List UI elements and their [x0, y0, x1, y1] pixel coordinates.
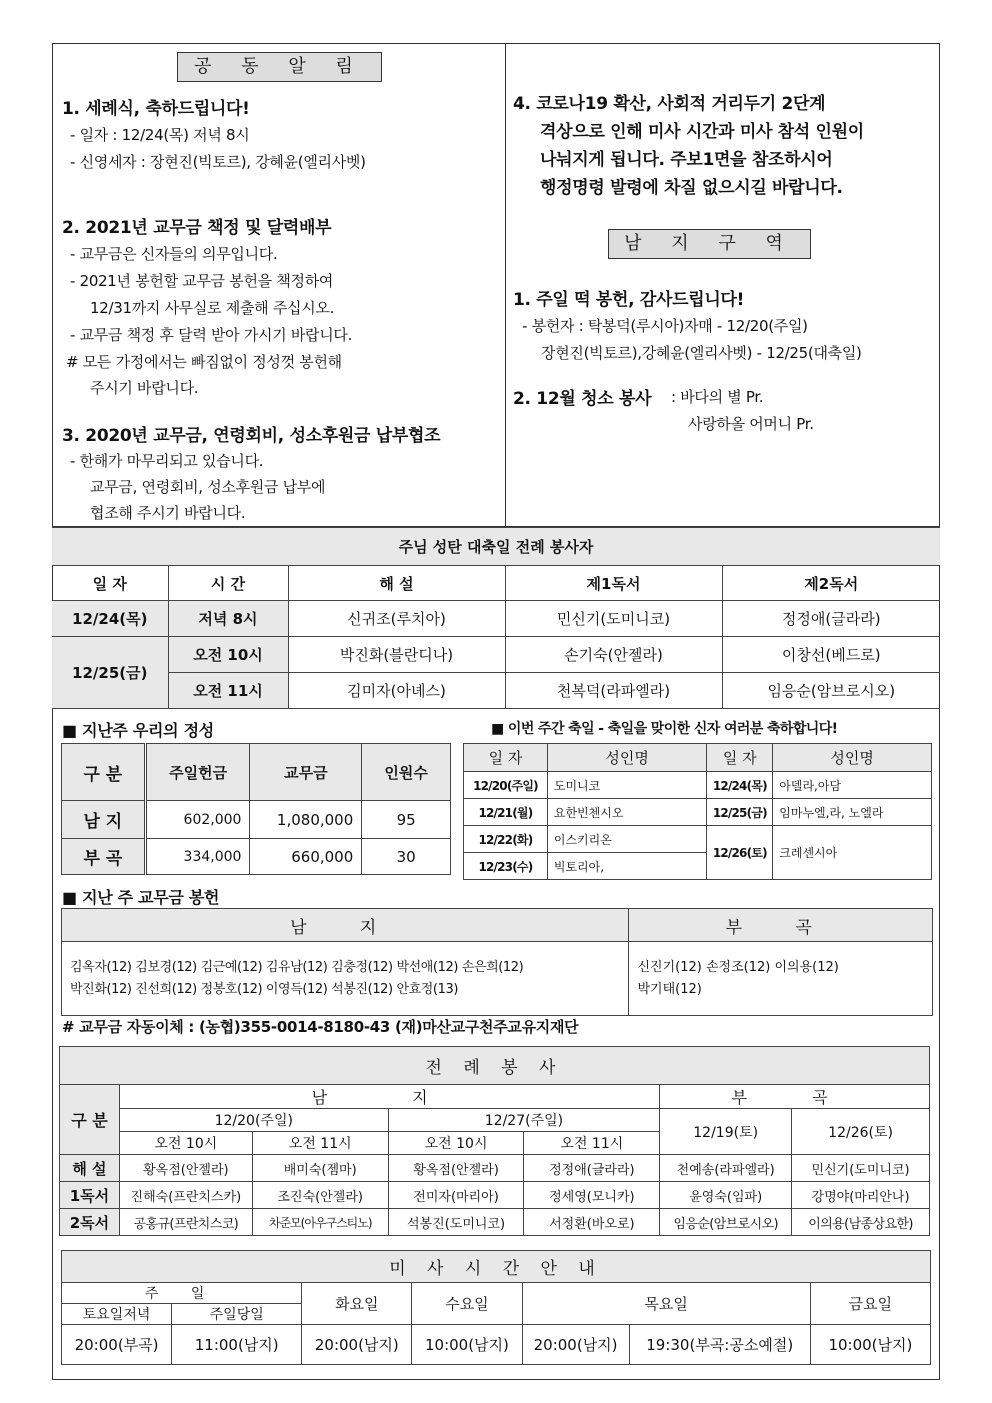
row-reader1: 손기숙(안젤라) — [505, 637, 722, 673]
row-date: 12/25(금) — [52, 637, 168, 709]
district-cleaning-1: : 바다의 별 Pr. — [671, 388, 764, 406]
feast-saint: 이스키리온 — [547, 826, 706, 853]
feast-saint: 빅토리아, — [547, 853, 706, 880]
table-row — [62, 801, 451, 839]
feast-saint: 임마누엘,라, 노엘라 — [773, 799, 932, 826]
notice-item-4-line: 4. 코로나19 확산, 사회적 거리두기 2단계 — [513, 94, 826, 114]
notice-item-2-heading: 2. 2021년 교무금 책정 및 달력배부 — [62, 218, 332, 238]
dues-bugok-cell — [629, 942, 933, 1016]
feast-saint: 아델라,아담 — [773, 772, 932, 799]
row-reader2: 임응순(암브로시오) — [722, 673, 940, 709]
service-time: 오전 11시 — [252, 1132, 388, 1155]
table-row — [464, 799, 932, 826]
mass-wednesday: 수요일 — [412, 1283, 522, 1325]
offering-row-sunday: 602,000 — [145, 801, 250, 839]
offering-table — [61, 743, 451, 875]
notice-item-4-line: 격상으로 인해 미사 시간과 미사 참석 인원이 — [540, 122, 864, 142]
autopay-info: # 교무금 자동이체 : (농협)355-0014-8180-43 (재)마산교구천주교유지재단 — [62, 1018, 579, 1036]
feast-date: 12/25(금) — [707, 799, 773, 826]
header-reading2: 제2독서 — [722, 566, 940, 601]
service-cell: 윤영숙(임파) — [660, 1182, 792, 1209]
row-commentator: 박진화(블란디나) — [288, 637, 505, 673]
service-cell: 차준모(아우구스티노) — [252, 1209, 388, 1236]
feast-date: 12/22(화) — [464, 826, 548, 853]
mass-sat-eve: 토요일저녁 — [62, 1304, 172, 1325]
feast-header-saint: 성인명 — [547, 744, 706, 772]
mass-time: 10:00(남지) — [810, 1325, 930, 1365]
service-row-label: 1독서 — [60, 1182, 120, 1209]
mass-time: 20:00(남지) — [302, 1325, 412, 1365]
row-time: 저녁 8시 — [168, 601, 288, 637]
service-cell: 석봉진(도미니코) — [388, 1209, 524, 1236]
district-heading-2: 2. 12월 청소 봉사 — [513, 389, 652, 409]
mass-time: 11:00(남지) — [172, 1325, 302, 1365]
notice-item-2-line: 주시기 바랍니다. — [90, 379, 199, 397]
service-cell: 정세영(모니카) — [524, 1182, 660, 1209]
dues-namji-line: 김옥자(12) 김보경(12) 김근예(12) 김유남(12) 김충정(12) 박선애(12) 손은희(12) — [70, 959, 524, 975]
notice-item-1-heading: 1. 세례식, 축하드립니다! — [62, 99, 250, 119]
service-cell: 천예송(라파엘라) — [660, 1155, 792, 1182]
table-row — [62, 1325, 931, 1365]
table-row — [464, 826, 932, 853]
row-reader2: 정정애(글라라) — [722, 601, 940, 637]
service-date: 12/26(토) — [792, 1109, 930, 1155]
service-cell: 서정환(바오로) — [524, 1209, 660, 1236]
service-cell: 황옥점(안젤라) — [119, 1155, 252, 1182]
notice-item-2-line: - 교무금은 신자들의 의무입니다. — [70, 245, 278, 263]
table-row — [52, 637, 940, 673]
service-time: 오전 11시 — [524, 1132, 660, 1155]
district-cleaning-2: 사랑하올 어머니 Pr. — [688, 415, 814, 433]
column-divider — [505, 43, 506, 526]
mass-schedule-table — [61, 1250, 931, 1365]
service-cell: 배미숙(젬마) — [252, 1155, 388, 1182]
dues-namji-line: 박진화(12) 진선희(12) 정봉호(12) 이영득(12) 석봉진(12) 안효정(13) — [70, 981, 459, 997]
offering-header-count: 인원수 — [362, 744, 451, 801]
service-category: 구 분 — [60, 1085, 120, 1155]
service-time: 오전 10시 — [388, 1132, 524, 1155]
row-commentator: 김미자(아녜스) — [288, 673, 505, 709]
mass-time: 20:00(부곡) — [62, 1325, 172, 1365]
notice-item-3-heading: 3. 2020년 교무금, 연령회비, 성소후원금 납부협조 — [62, 426, 441, 446]
header-commentary: 해 설 — [288, 566, 505, 601]
notice-item-2-line: # 모든 가정에서는 빠짐없이 정성껏 봉헌해 — [66, 353, 342, 371]
header-reading1: 제1독서 — [505, 566, 722, 601]
mass-time: 20:00(남지) — [522, 1325, 629, 1365]
row-reader1: 천복덕(라파엘라) — [505, 673, 722, 709]
service-namji: 남 지 — [119, 1085, 659, 1109]
row-reader1: 민신기(도미니코) — [505, 601, 722, 637]
dues-list-table — [61, 908, 933, 1016]
service-cell: 임응순(암브로시오) — [660, 1209, 792, 1236]
service-row-label: 2독서 — [60, 1209, 120, 1236]
header-time: 시 간 — [168, 566, 288, 601]
mass-time: 19:30(부곡:공소예절) — [629, 1325, 810, 1365]
table-row — [60, 1182, 930, 1209]
service-date: 12/27(주일) — [388, 1109, 660, 1132]
service-cell: 정정애(글라라) — [524, 1155, 660, 1182]
notice-item-3-line: 교무금, 연령회비, 성소후원금 납부에 — [90, 478, 326, 496]
row-commentator: 신귀조(루치아) — [288, 601, 505, 637]
district-title: 남 지 구 역 — [608, 229, 811, 259]
notice-item-1-line: - 신영세자 : 장현진(빅토르), 강혜윤(엘리사벳) — [70, 153, 366, 171]
notice-item-3-line: 협조해 주시기 바랍니다. — [90, 504, 246, 522]
header-date: 일 자 — [52, 566, 168, 601]
mass-sun-day: 주일당일 — [172, 1304, 302, 1325]
dues-list-title: ■ 지난 주 교무금 봉헌 — [62, 888, 220, 907]
christmas-liturgy-table — [52, 527, 940, 709]
offering-row-name: 남 지 — [62, 801, 146, 839]
service-cell: 강명야(마리안나) — [792, 1182, 930, 1209]
offering-row-count: 30 — [362, 839, 451, 875]
feast-date: 12/23(수) — [464, 853, 548, 880]
service-cell: 조진숙(안젤라) — [252, 1182, 388, 1209]
dues-namji-header: 남 지 — [62, 909, 629, 942]
table-row — [60, 1209, 930, 1236]
feast-header-date: 일 자 — [707, 744, 773, 772]
service-row-label: 해 설 — [60, 1155, 120, 1182]
table-row — [52, 601, 940, 637]
offering-row-sunday: 334,000 — [145, 839, 250, 875]
christmas-liturgy-title: 주님 성탄 대축일 전례 봉사자 — [52, 528, 940, 566]
dues-namji-cell — [62, 942, 629, 1016]
feast-date: 12/26(토) — [707, 826, 773, 880]
table-row — [52, 673, 940, 709]
service-cell: 황옥점(안젤라) — [388, 1155, 524, 1182]
district-heading-1: 1. 주일 떡 봉헌, 감사드립니다! — [513, 290, 745, 310]
dues-bugok-header: 부 곡 — [629, 909, 933, 942]
offering-row-name: 부 곡 — [62, 839, 146, 875]
notice-item-4-line: 나눠지게 됩니다. 주보1면을 참조하시어 — [540, 150, 833, 170]
mass-tuesday: 화요일 — [302, 1283, 412, 1325]
table-row — [464, 772, 932, 799]
notice-item-2-line: 12/31까지 사무실로 제출해 주십시오. — [90, 299, 335, 317]
service-cell: 공홍규(프란치스코) — [119, 1209, 252, 1236]
offering-row-dues: 660,000 — [250, 839, 362, 875]
row-time: 오전 10시 — [168, 637, 288, 673]
mass-friday: 금요일 — [810, 1283, 930, 1325]
mass-sunday: 주 일 — [62, 1283, 302, 1304]
offering-header-dues: 교무금 — [250, 744, 362, 801]
table-row — [60, 1155, 930, 1182]
feast-title: ■ 이번 주간 축일 - 축일을 맞이한 신자 여러분 축하합니다! — [491, 721, 838, 737]
feast-date: 12/24(목) — [707, 772, 773, 799]
feast-saint: 크레센시아 — [773, 826, 932, 880]
notice-item-1-line: - 일자 : 12/24(목) 저녁 8시 — [70, 126, 250, 144]
notice-item-2-line: - 2021년 봉헌할 교무금 봉헌을 책정하여 — [70, 272, 334, 290]
row-time: 오전 11시 — [168, 673, 288, 709]
service-cell: 전미자(마리아) — [388, 1182, 524, 1209]
service-cell: 이의용(남종상요한) — [792, 1209, 930, 1236]
service-date: 12/20(주일) — [119, 1109, 388, 1132]
district-line: 장현진(빅토르),강혜윤(엘리사벳) - 12/25(대축일) — [541, 344, 862, 362]
notice-item-4-line: 행정명령 발령에 차질 없으시길 바랍니다. — [540, 178, 843, 198]
notice-item-2-line: - 교무금 책정 후 달력 받아 가시기 바랍니다. — [70, 326, 353, 344]
service-cell: 민신기(도미니코) — [792, 1155, 930, 1182]
mass-title: 미 사 시 간 안 내 — [62, 1251, 931, 1283]
service-title: 전 례 봉 사 — [60, 1047, 930, 1085]
notice-item-3-line: - 한해가 마무리되고 있습니다. — [70, 452, 264, 470]
offering-header-sunday: 주일헌금 — [145, 744, 250, 801]
feast-date: 12/21(월) — [464, 799, 548, 826]
service-date: 12/19(토) — [660, 1109, 792, 1155]
offering-row-count: 95 — [362, 801, 451, 839]
row-date: 12/24(목) — [52, 601, 168, 637]
service-table — [59, 1046, 930, 1236]
mass-time: 10:00(남지) — [412, 1325, 522, 1365]
service-time: 오전 10시 — [119, 1132, 252, 1155]
table-row — [62, 839, 451, 875]
mass-thursday: 목요일 — [522, 1283, 810, 1325]
feast-header-saint: 성인명 — [773, 744, 932, 772]
feast-table — [463, 743, 932, 880]
district-line: - 봉헌자 : 탁봉덕(루시아)자매 - 12/20(주일) — [522, 317, 808, 335]
dues-bugok-line: 박기태(12) — [637, 981, 702, 997]
notice-title: 공 동 알 림 — [177, 52, 382, 82]
offering-header-category: 구 분 — [62, 744, 146, 801]
offering-title: ■ 지난주 우리의 정성 — [62, 721, 214, 740]
row-reader2: 이창선(베드로) — [722, 637, 940, 673]
service-cell: 진해숙(프란치스카) — [119, 1182, 252, 1209]
dues-bugok-line: 신진기(12) 손정조(12) 이의용(12) — [637, 959, 839, 975]
feast-header-date: 일 자 — [464, 744, 548, 772]
feast-date: 12/20(주일) — [464, 772, 548, 799]
feast-saint: 요한빈첸시오 — [547, 799, 706, 826]
feast-saint: 도미니코 — [547, 772, 706, 799]
service-bugok: 부 곡 — [660, 1085, 930, 1109]
offering-row-dues: 1,080,000 — [250, 801, 362, 839]
